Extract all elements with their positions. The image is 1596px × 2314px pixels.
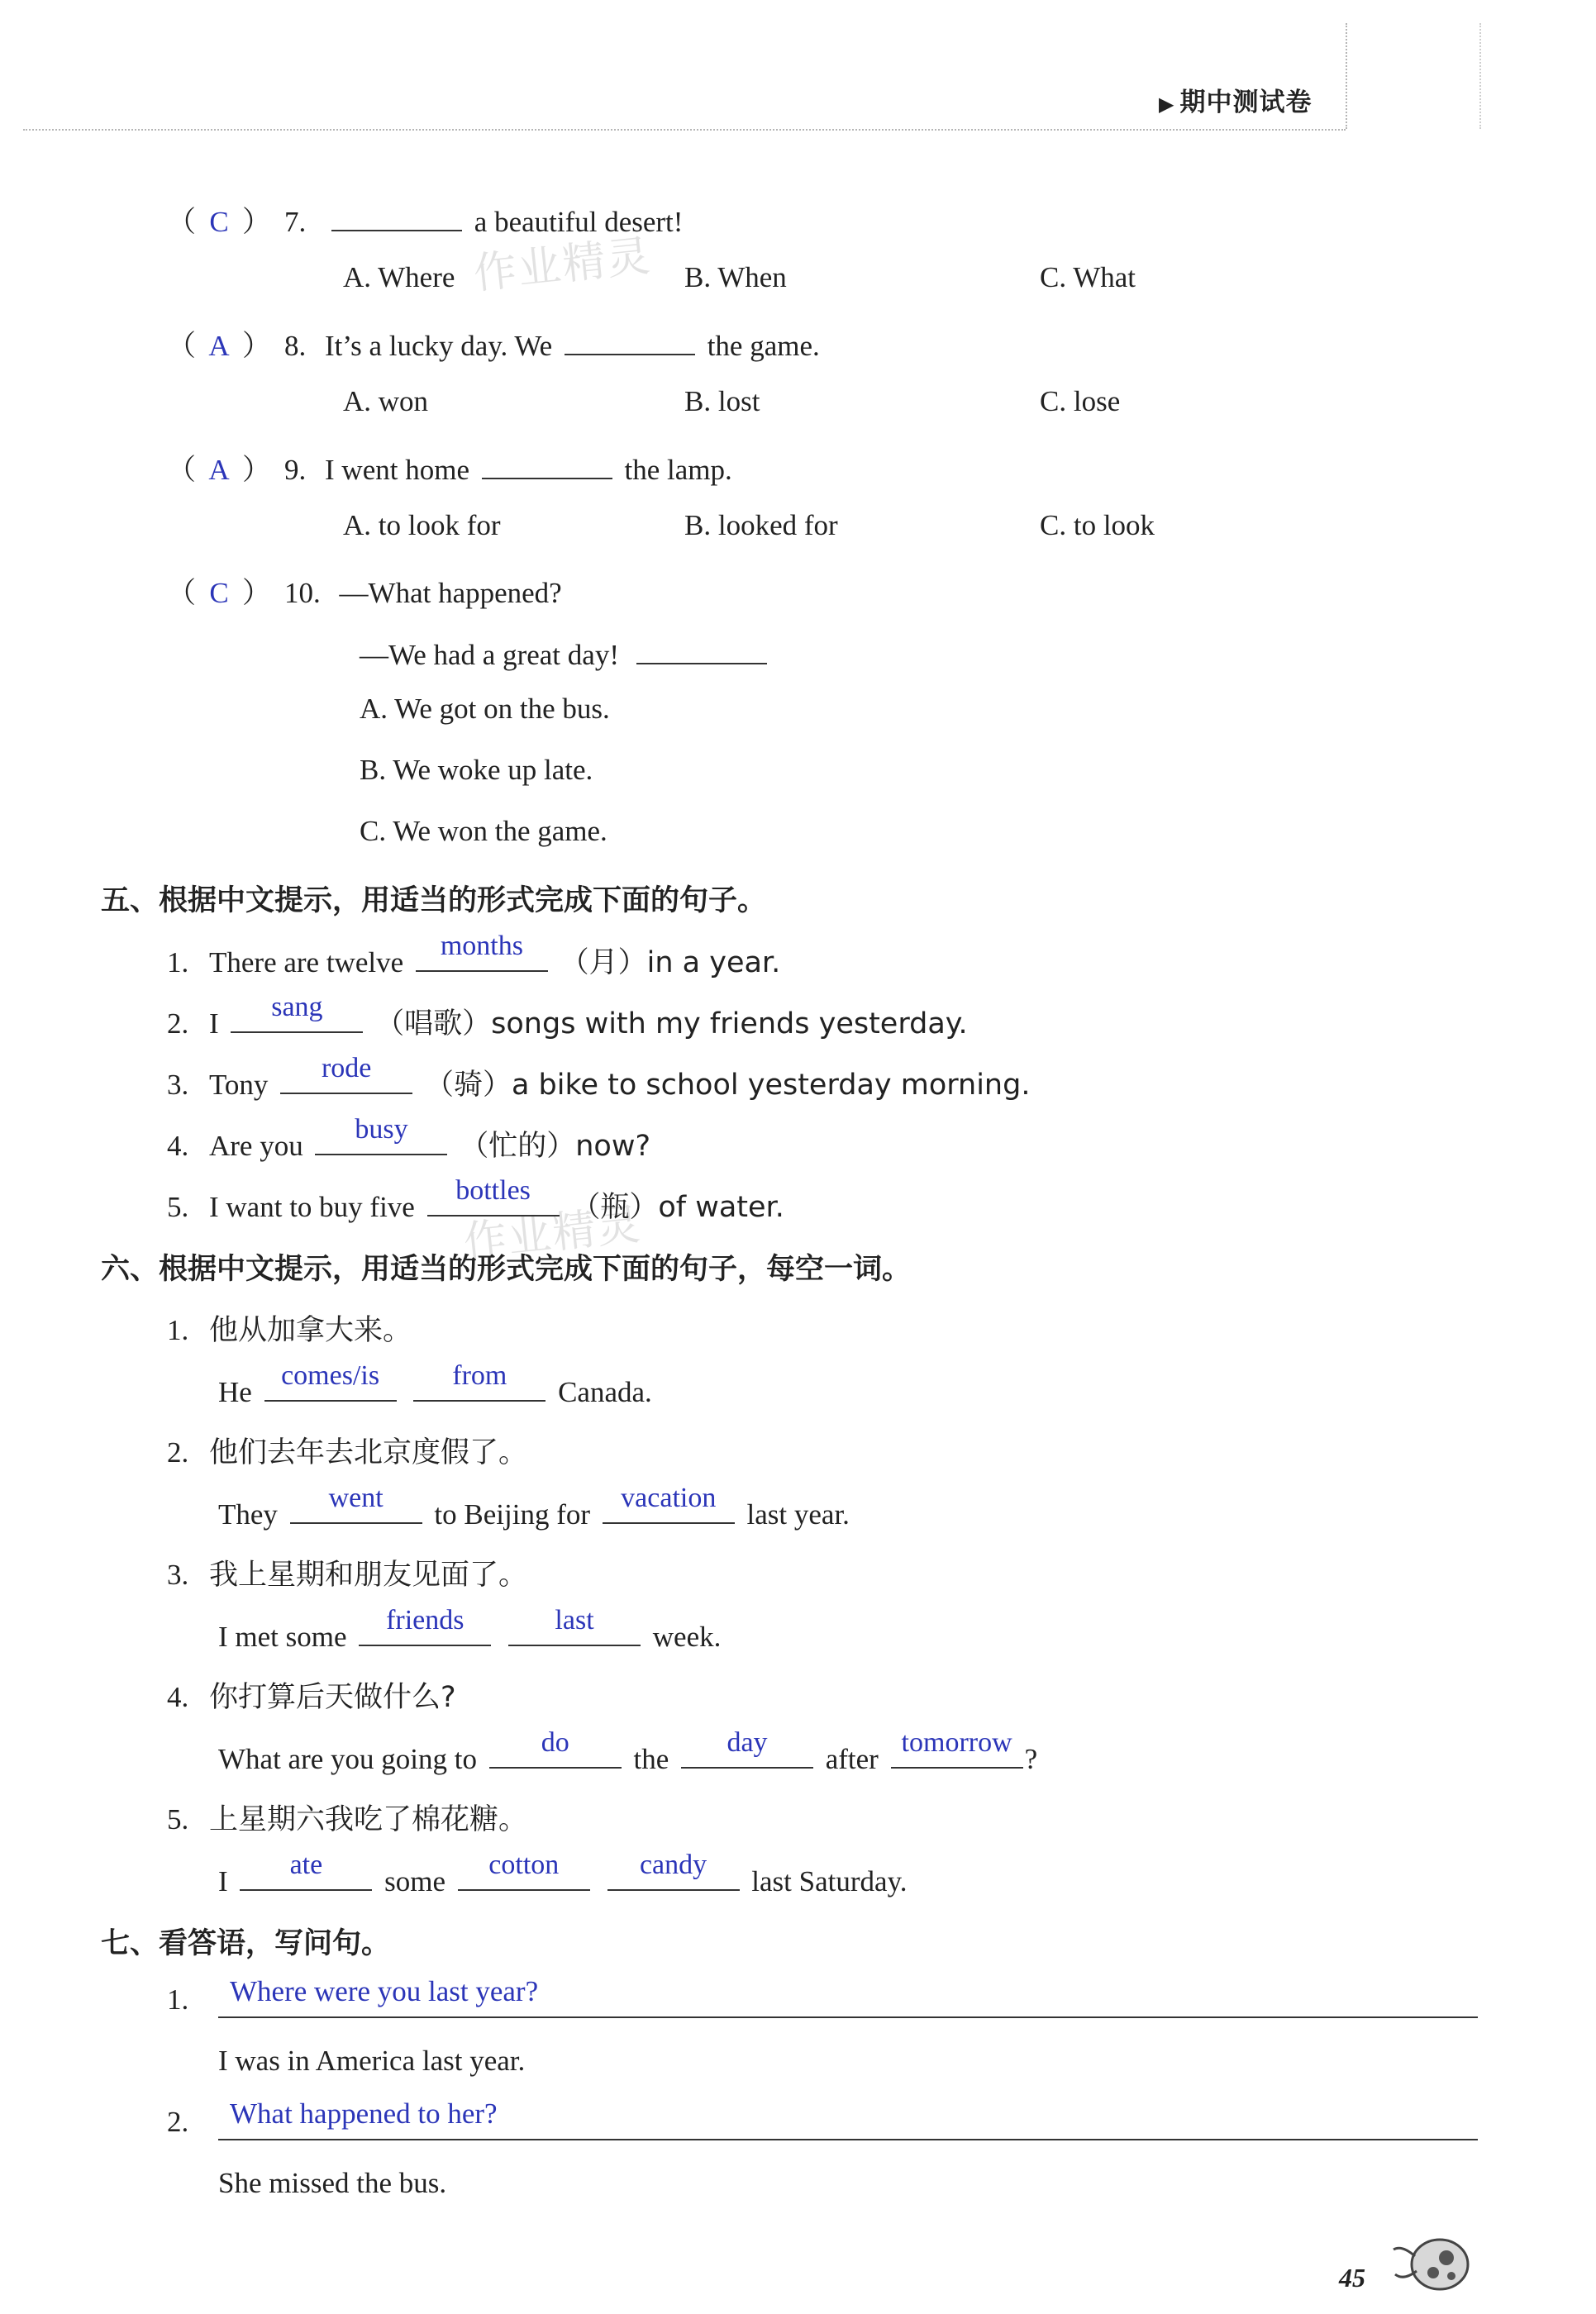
filled-answer: from (452, 1360, 507, 1391)
s6-item-1-cn: 1. 他从加拿大来。 (167, 1314, 412, 1347)
answer-letter: C (209, 206, 229, 238)
blank (315, 1114, 447, 1155)
answer-line (218, 2016, 1478, 2018)
s6-item-2-cn: 2. 他们去年去北京度假了。 (167, 1436, 528, 1469)
blank (264, 1360, 397, 1402)
s5-item-4: 4. Are you busy （忙的）now? (167, 1114, 651, 1163)
s6-item-3-cn: 3. 我上星期和朋友见面了。 (167, 1559, 528, 1592)
header-divider (23, 129, 1346, 131)
option-c: C. What (1040, 261, 1136, 293)
option-c: C. We won the game. (360, 815, 607, 847)
s5-item-3: 3. Tony rode （骑）a bike to school yesterday morning. (167, 1053, 1031, 1102)
watermark: 作业精灵 (471, 231, 655, 300)
header-side-divider (1346, 23, 1347, 129)
filled-answer: candy (639, 1850, 707, 1880)
s5-item-2: 2. I sang （唱歌）songs with my friends yesterday. (167, 992, 968, 1040)
s5-item-1: 1. There are twelve months （月）in a year. (167, 931, 781, 979)
s6-item-1-en: He comes/is from Canada. (218, 1360, 652, 1408)
blank (636, 631, 767, 664)
s6-item-5-cn: 5. 上星期六我吃了棉花糖。 (167, 1803, 528, 1836)
blank (231, 992, 363, 1033)
s6-item-4-cn: 4. 你打算后天做什么? (167, 1681, 456, 1714)
answer-letter: A (208, 330, 230, 362)
question-7: （ C ） 7. a beautiful desert! (167, 198, 683, 240)
section-7-title: 七、看答语，写问句。 (101, 1927, 391, 1960)
question-9: （ A ） 9. I went home the lamp. (167, 446, 732, 488)
blank (416, 931, 548, 972)
blank (489, 1727, 622, 1769)
s6-item-4-en: What are you going to do the day after tomorrow ? (218, 1727, 1038, 1775)
blank (280, 1053, 412, 1094)
filled-answer: last (555, 1605, 594, 1636)
s6-item-3-en: I met some friends last week. (218, 1605, 722, 1653)
filled-answer: day (727, 1727, 768, 1758)
s5-item-5: 5. I want to buy five bottles （瓶）of water. (167, 1175, 784, 1224)
s7-item-1-reply: I was in America last year. (218, 2045, 526, 2077)
section-5-title: 五、根据中文提示，用适当的形式完成下面的句子。 (101, 884, 767, 917)
filled-answer: friends (386, 1605, 465, 1636)
blank (565, 322, 695, 355)
filled-answer: ate (289, 1850, 323, 1880)
blank (413, 1360, 545, 1402)
blank (458, 1850, 590, 1891)
option-b: B. We woke up late. (360, 754, 593, 786)
header-side-divider-2 (1479, 23, 1481, 129)
blank (427, 1175, 560, 1217)
filled-answer: cotton (488, 1850, 560, 1880)
option-b: B. When (684, 261, 787, 293)
option-b: B. looked for (684, 509, 838, 541)
blank (607, 1850, 740, 1891)
filled-answer: busy (355, 1114, 408, 1145)
option-a: A. We got on the bus. (360, 693, 610, 725)
blank (482, 446, 612, 479)
blank (891, 1727, 1023, 1769)
option-a: A. to look for (343, 509, 501, 541)
option-a: A. Where (343, 261, 455, 293)
blank (240, 1850, 372, 1891)
blank (508, 1605, 641, 1646)
page-number: 45 (1339, 2263, 1365, 2293)
filled-answer: vacation (621, 1483, 717, 1513)
s7-item-2-num: 2. (167, 2106, 189, 2138)
blank (331, 198, 462, 231)
question-10-line2: —We had a great day! (360, 631, 772, 672)
s7-item-2-reply: She missed the bus. (218, 2167, 447, 2199)
question-10: （ C ） 10. —What happened? (167, 577, 562, 609)
decorative-bug-icon (1389, 2223, 1479, 2297)
blank (681, 1727, 813, 1769)
question-8: （ A ） 8. It’s a lucky day. We the game. (167, 322, 820, 364)
answer-line (218, 2139, 1478, 2140)
triangle-icon: ▶ (1159, 93, 1175, 116)
option-c: C. to look (1040, 509, 1155, 541)
s7-item-1-answer: Where were you last year? (230, 1975, 539, 2007)
filled-answer: bottles (455, 1175, 531, 1206)
option-c: C. lose (1040, 385, 1121, 417)
watermark: 作业精灵 (461, 1199, 645, 1269)
answer-letter: C (209, 577, 229, 609)
s7-item-1-num: 1. (167, 1983, 189, 2016)
page-header-title: ▶ 期中测试卷 (1159, 88, 1313, 117)
s7-item-2-answer: What happened to her? (230, 2097, 498, 2130)
filled-answer: comes/is (281, 1360, 380, 1391)
blank (290, 1483, 422, 1524)
filled-answer: tomorrow (901, 1727, 1012, 1758)
section-6-title: 六、根据中文提示，用适当的形式完成下面的句子，每空一词。 (101, 1253, 912, 1286)
filled-answer: went (328, 1483, 384, 1513)
s6-item-5-en: I ate some cotton candy last Saturday. (218, 1850, 908, 1897)
blank (603, 1483, 735, 1524)
filled-answer: rode (321, 1053, 372, 1083)
option-a: A. won (343, 385, 429, 417)
filled-answer: do (541, 1727, 569, 1758)
blank (359, 1605, 491, 1646)
filled-answer: months (440, 931, 523, 961)
filled-answer: sang (271, 992, 323, 1022)
s6-item-2-en: They went to Beijing for vacation last year. (218, 1483, 850, 1531)
option-b: B. lost (684, 385, 760, 417)
answer-letter: A (208, 454, 230, 486)
